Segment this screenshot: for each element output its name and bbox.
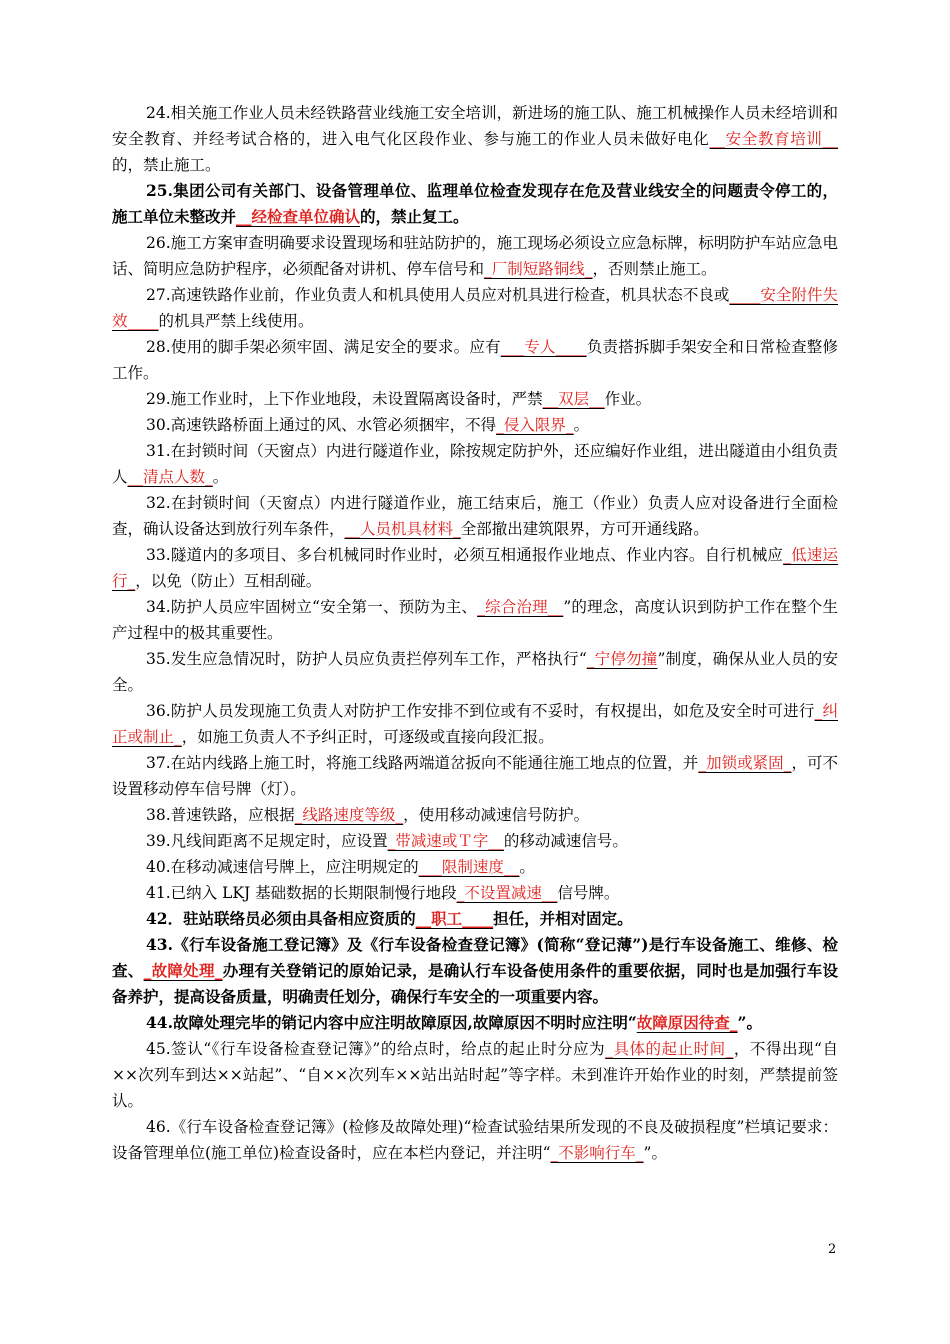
answer-blank: _线路速度等级_ (294, 806, 404, 824)
answer-blank: __清点人数_ (127, 468, 213, 486)
question-text: 34.防护人员应牢固树立“安全第一、预防为主、 (146, 598, 478, 616)
question-text: 办理有关登销记的原始记录，是确认行车设备使用条件的重要依据，同时也是加强行车设备养护，提高设备质量，明确责任划分，确保行车安全的一项重要内容。 (112, 961, 838, 1006)
question-text: ，如施工负责人不予纠正时，可逐级或直接向段汇报。 (181, 728, 554, 746)
answer-blank: _加锁或紧固_ (698, 754, 792, 772)
question-text: 44.故障处理完毕的销记内容中应注明故障原因,故障原因不明时应注明“ (146, 1013, 637, 1032)
question-text: ”制度，确保从业人员的安全。 (112, 650, 838, 694)
page-number: 2 (828, 1242, 837, 1257)
question-text: ，可不设置移动停车信号牌（灯）。 (112, 754, 838, 798)
question-item-24 (112, 100, 838, 178)
answer-blank: _不设置减速__ (456, 884, 558, 902)
question-item-25 (112, 178, 838, 230)
answer-blank: ___限制速度__ (418, 858, 520, 876)
answer-blank: _宁停勿撞 (586, 650, 658, 668)
question-text: 24.相关施工作业人员未经铁路营业线施工安全培训，新进场的施工队、施工机械操作人员未经培训和安全教育、并经考试合格的，进入电气化区段作业、参与施工的作业人员未做好电化 (112, 104, 838, 148)
answer-blank: _具体的起止时间_ (605, 1040, 734, 1058)
answer-blank: ____安全附件失效____ (112, 286, 838, 330)
answer-blank: __职工____ (415, 909, 494, 928)
question-text: 38.普速铁路，应根据 (146, 806, 295, 824)
question-text: 负责搭拆脚手架安全和日常检查整修工作。 (112, 338, 838, 382)
question-text: ”。 (737, 1013, 762, 1032)
question-text: ，以免（防止）互相刮碰。 (135, 572, 322, 590)
question-text: 40.在移动减速信号牌上，应注明规定的 (146, 858, 419, 876)
question-text: 。 (519, 858, 535, 876)
question-item-46 (112, 1114, 838, 1166)
question-item-34 (112, 594, 838, 646)
question-item-32 (112, 490, 838, 542)
question-item-31 (112, 438, 838, 490)
question-text: 43.《行车设备施工登记簿》及《行车设备检查登记簿》(简称“登记薄”)是行车设备施工、维修、检查、 (112, 935, 838, 980)
question-text: 30.高速铁路桥面上通过的风、水管必须捆牢，不得 (146, 416, 497, 434)
question-text: 28.使用的脚手架必须牢固、满足安全的要求。应有 (146, 338, 501, 356)
question-text: 的移动减速信号。 (503, 832, 628, 850)
question-text: 26.施工方案审查明确要求设置现场和驻站防护的，施工现场必须设立应急标牌，标明防护车站应急电话、简明应急防护程序，必须配备对讲机、停车信号和 (112, 234, 838, 278)
answer-blank: _带减速或Ｔ字__ (387, 832, 504, 850)
question-text: 41.已纳入 LKJ 基础数据的长期限制慢行地段 (146, 884, 457, 902)
question-text: 31.在封锁时间（天窗点）内进行隧道作业，除按规定防护外，还应编好作业组，进出隧道由小组负责人 (112, 442, 838, 486)
question-text: 35.发生应急情况时，防护人员应负责拦停列车工作，严格执行“ (146, 650, 587, 668)
answer-blank: _厂制短路铜线_ (484, 260, 593, 278)
question-item-39 (112, 828, 838, 854)
answer-blank: 故障原因待查_ (636, 1013, 738, 1032)
question-item-36 (112, 698, 838, 750)
question-text: ”的理念，高度认识到防护工作在整个生产过程中的极其重要性。 (112, 598, 838, 642)
question-item-35 (112, 646, 838, 698)
question-item-27 (112, 282, 838, 334)
question-text: 25.集团公司有关部门、设备管理单位、监理单位检查发现存在危及营业线安全的问题责令停工的，施工单位未整改并 (112, 181, 838, 226)
question-text: 全部撤出建筑限界，方可开通线路。 (460, 520, 709, 538)
question-item-28 (112, 334, 838, 386)
question-text: 。 (212, 468, 229, 486)
question-list (112, 100, 838, 1166)
question-text: ，否则禁止施工。 (592, 260, 717, 278)
question-text: 作业。 (604, 390, 652, 408)
question-text: ”。 (643, 1144, 667, 1162)
answer-blank: ___专人____ (500, 338, 587, 356)
question-text: 45.签认“《行车设备检查登记簿》”的给点时，给点的起止时分应为 (146, 1040, 606, 1058)
question-item-43 (112, 932, 838, 1010)
answer-blank: __安全教育培训__ (709, 130, 838, 148)
question-text: 32.在封锁时间（天窗点）内进行隧道作业，施工结束后，施工（作业）负责人应对设备进行全面检查，确认设备达到放行列车条件， (112, 494, 838, 538)
answer-blank: _侵入限界_ (496, 416, 574, 434)
question-text: 46.《行车设备检查登记簿》(检修及故障处理)“检查试验结果所发现的不良及破损程度”栏填记要求：设备管理单位(施工单位)检查设备时，应在本栏内登记，并注明“ (112, 1118, 838, 1162)
answer-blank: _综合治理__ (477, 598, 564, 616)
question-item-37 (112, 750, 838, 802)
question-text: 的机具严禁上线使用。 (158, 312, 314, 330)
question-text: ，不得出现“自××次列车到达××站起”、“自××次列车××站出站时起”等字样。未到准许开始作业的时刻，严禁提前签认。 (112, 1040, 838, 1110)
question-text: ，使用移动减速信号防护。 (403, 806, 590, 824)
question-text: 39.凡线间距离不足规定时，应设置 (146, 832, 388, 850)
answer-blank: _不影响行车_ (550, 1144, 644, 1162)
question-item-38 (112, 802, 838, 828)
question-text: 的，禁止复工。 (360, 207, 469, 226)
question-text: 27.高速铁路作业前，作业负责人和机具使用人员应对机具进行检查，机具状态不良或 (146, 286, 730, 304)
question-item-26 (112, 230, 838, 282)
question-item-40 (112, 854, 838, 880)
answer-blank: _故障处理_ (143, 961, 223, 980)
question-item-29 (112, 386, 838, 412)
question-item-42 (112, 906, 838, 932)
answer-blank: __经检查单位确认 (236, 207, 361, 226)
question-item-44 (112, 1010, 838, 1036)
question-text: 信号牌。 (557, 884, 620, 902)
question-item-33 (112, 542, 838, 594)
question-text: 29.施工作业时，上下作业地段，未设置隔离设备时，严禁 (146, 390, 543, 408)
question-text: 37.在站内线路上施工时，将施工线路两端道岔扳向不能通往施工地点的位置，并 (146, 754, 699, 772)
question-text: 36.防护人员发现施工负责人对防护工作安排不到位或有不妥时，有权提出，如危及安全时可进行 (146, 702, 815, 720)
answer-blank: _低速运行_ (112, 546, 838, 590)
question-item-41 (112, 880, 838, 906)
question-text: 。 (573, 416, 590, 434)
question-text: 的，禁止施工。 (112, 156, 221, 174)
answer-blank: __双层__ (542, 390, 605, 408)
answer-blank: __人员机具材料_ (344, 520, 461, 538)
question-text: 担任，并相对固定。 (493, 909, 633, 928)
answer-blank: _纠正或制止_ (112, 702, 838, 746)
question-text: 42．驻站联络员必须由具备相应资质的 (146, 909, 416, 928)
question-text: 33.隧道内的多项目、多台机械同时作业时，必须互相通报作业地点、作业内容。自行机械应 (146, 546, 784, 564)
question-item-30 (112, 412, 838, 438)
question-item-45 (112, 1036, 838, 1114)
